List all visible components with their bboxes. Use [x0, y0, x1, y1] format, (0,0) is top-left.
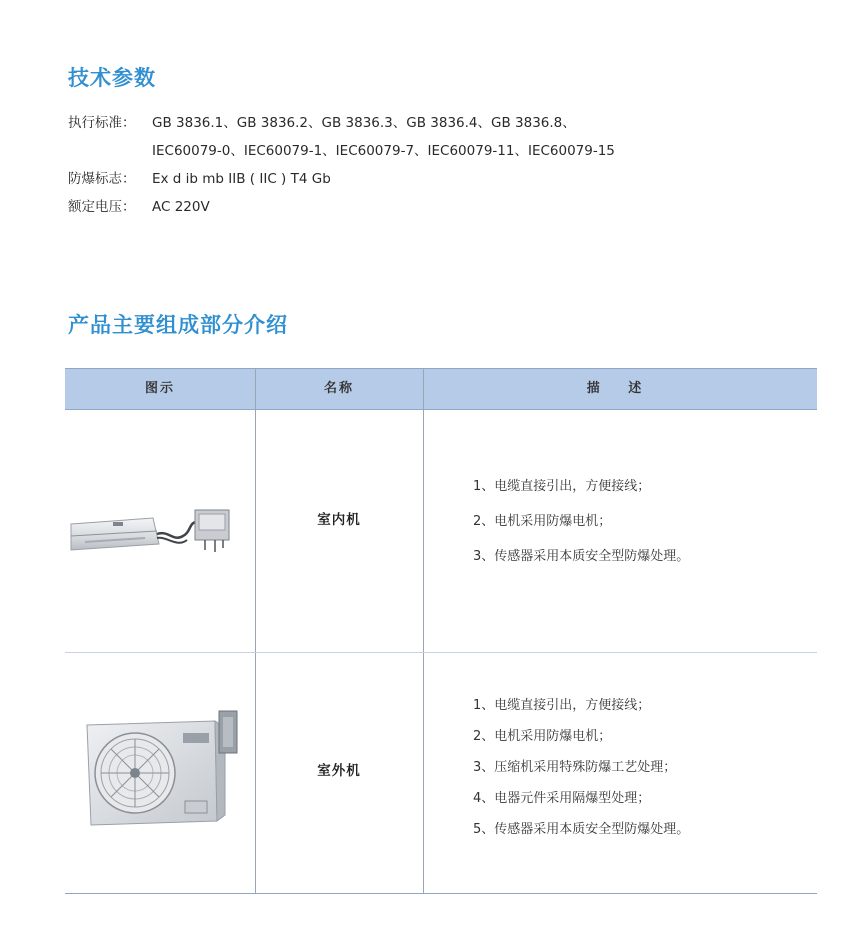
spec-voltage-value: AC 220V [152, 199, 210, 215]
spec-ex-mark-label: 防爆标志： [68, 171, 136, 187]
desc-line: 2、电机采用防爆电机； [473, 729, 612, 744]
header-name: 名称 [323, 381, 354, 396]
column-divider [255, 368, 256, 894]
table-header [65, 368, 817, 410]
spec-voltage-label: 额定电压： [68, 199, 136, 215]
spec-standard-value: GB 3836.1、GB 3836.2、GB 3836.3、GB 3836.4、GB 3836.8、 [152, 115, 576, 131]
row-name: 室外机 [317, 763, 361, 779]
desc-line: 1、电缆直接引出，方便接线； [473, 698, 651, 713]
spec-standard-label: 执行标准： [68, 115, 136, 131]
row-description [473, 478, 689, 583]
column-divider [423, 368, 424, 894]
components-table [65, 368, 817, 894]
components-title: 产品主要组成部分介绍 [68, 313, 288, 337]
spec-standard-value-cont: IEC60079-0、IEC60079-1、IEC60079-7、IEC60079-11、IEC60079-15 [152, 143, 615, 159]
outdoor-unit-image [65, 653, 255, 893]
spec-ex-mark-value: Ex d ib mb IIB ( IIC ) T4 Gb [152, 171, 331, 187]
desc-line: 4、电器元件采用隔爆型处理； [473, 791, 651, 806]
indoor-unit-image [65, 410, 255, 652]
desc-line: 2、电机采用防爆电机； [473, 514, 612, 529]
desc-line: 1、电缆直接引出，方便接线； [473, 479, 651, 494]
header-image: 图示 [144, 381, 175, 396]
spec-standard [68, 114, 576, 132]
tech-params-title: 技术参数 [68, 66, 156, 90]
desc-line: 3、压缩机采用特殊防爆工艺处理； [473, 760, 677, 775]
table-bottom-border [65, 893, 817, 894]
desc-line: 3、传感器采用本质安全型防爆处理。 [473, 549, 690, 564]
table-row [65, 410, 817, 652]
row-description [473, 697, 689, 852]
spec-voltage [68, 198, 210, 216]
row-name: 室内机 [317, 512, 361, 528]
header-description: 描 述 [586, 381, 654, 396]
row-divider [65, 652, 817, 653]
spec-ex-mark [68, 170, 331, 188]
table-row [65, 653, 817, 893]
desc-line: 5、传感器采用本质安全型防爆处理。 [473, 822, 690, 837]
